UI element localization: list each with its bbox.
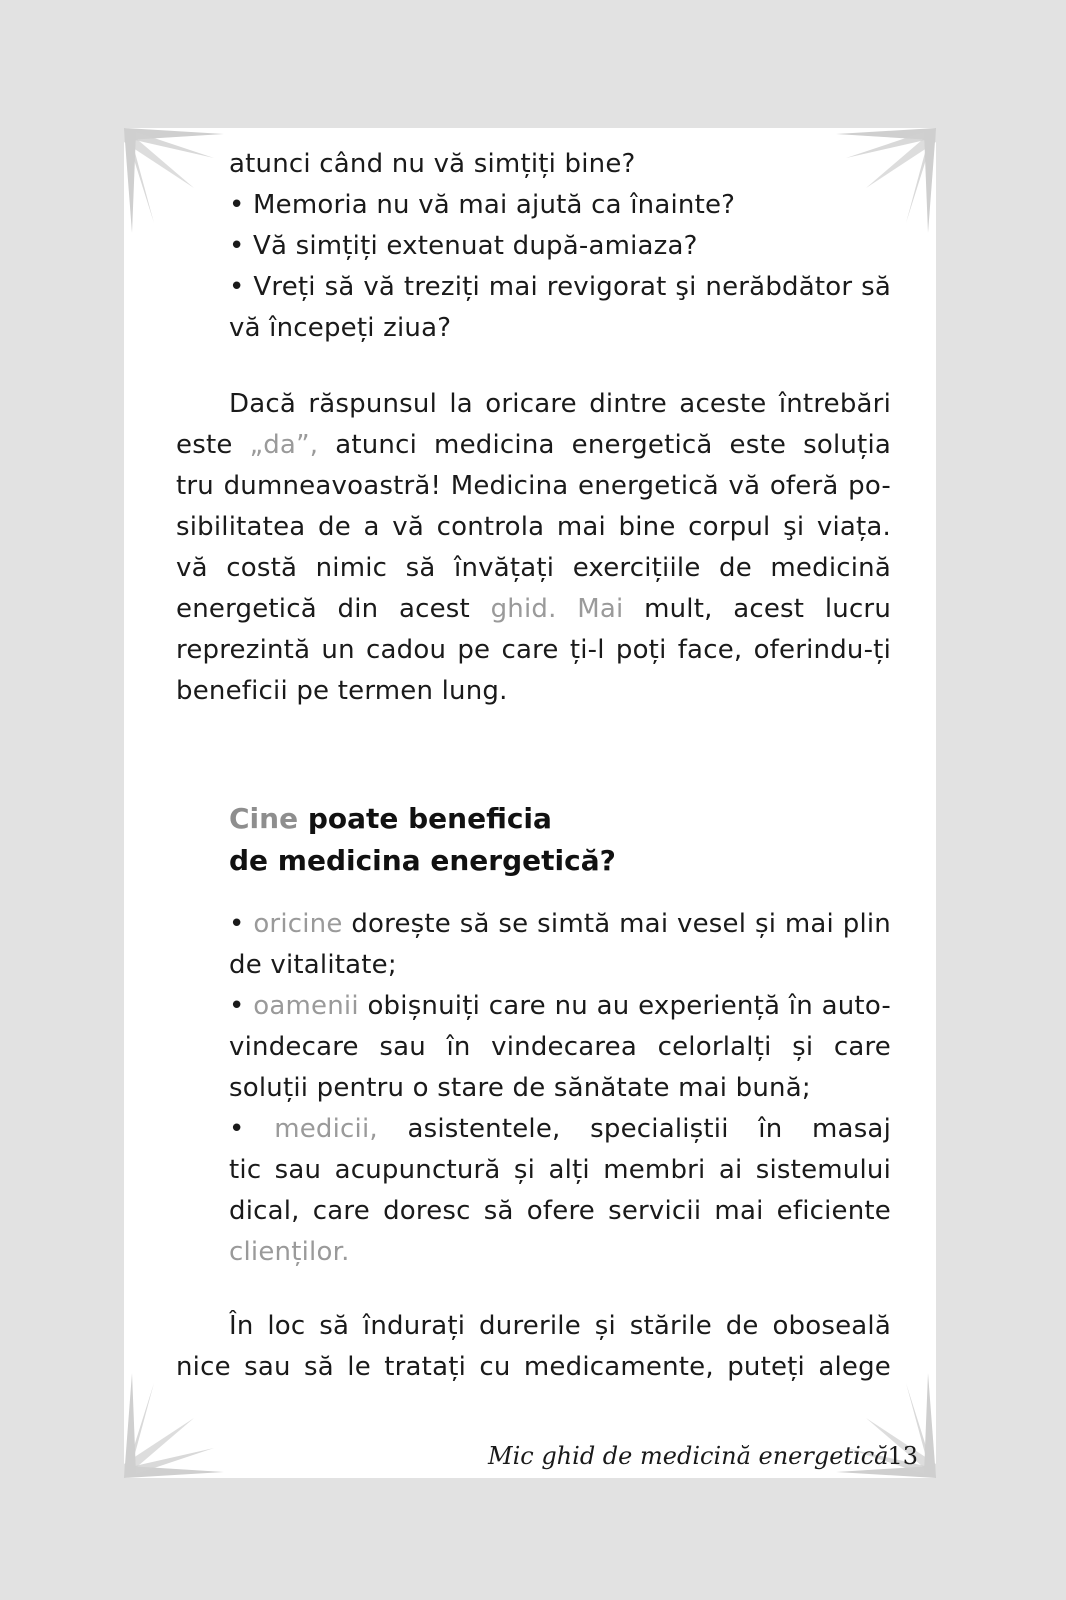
intro-block [176,144,891,349]
section-heading: Cine poate beneficia de medicina energetică? [229,802,616,877]
list-item-continuation: dical, care doresc să ofere servicii mai eficiente [229,1196,891,1226]
paragraph-line: energetică din acest ghid. Mai mult, acest lucru [176,594,891,624]
list-item: • medicii, asistentele, specialiștii în masaj [229,1114,891,1144]
list-item-continuation: vindecare sau în vindecarea celorlalți și care [229,1032,891,1062]
heading-highlight: Cine [229,802,299,835]
paragraph-line: este „da”, atunci medicina energetică este soluția [176,430,891,460]
paragraph-line: reprezintă un cadou pe care ți-l poți face, oferindu-ți [176,635,891,665]
beneficiaries-list [176,904,891,1273]
paragraph-line: Dacă răspunsul la oricare dintre aceste întrebări [229,389,891,419]
book-title: Mic ghid de medicină energetică [488,1442,889,1470]
intro-line: • Memoria nu vă mai ajută ca înainte? [229,190,736,220]
paragraph-line: beneficii pe termen lung. [176,676,508,706]
paragraph-1 [176,384,891,712]
list-item-continuation: soluții pentru o stare de sănătate mai bună; [229,1073,811,1103]
intro-line: • Vreți să vă treziți mai revigorat şi nerăbdător să [229,272,891,302]
intro-line: vă începeți ziua? [229,313,452,343]
paragraph-line: vă costă nimic să învățați exercițiile de medicină [176,553,891,583]
list-item-continuation: clienților. [229,1237,350,1267]
paragraph-2 [176,1306,891,1388]
list-item-continuation: tic sau acupunctură și alți membri ai sistemului [229,1155,891,1185]
paragraph-line: nice sau să le tratați cu medicamente, puteți alege [176,1352,891,1382]
paragraph-line: sibilitatea de a vă controla mai bine corpul şi viața. [176,512,891,542]
list-item: • oricine dorește să se simtă mai vesel și mai plin [229,909,891,939]
page-footer [488,1442,918,1470]
list-item: • oamenii obișnuiți care nu au experiență în auto- [229,991,891,1021]
paragraph-line: tru dumneavoastră! Medicina energetică vă oferă po- [176,471,891,501]
intro-line: atunci când nu vă simțiți bine? [229,149,636,179]
intro-line: • Vă simțiți extenuat după-amiaza? [229,231,698,261]
list-item-continuation: de vitalitate; [229,950,397,980]
page-number: 13 [887,1442,918,1470]
paragraph-line: În loc să îndurați durerile și stările de oboseală [229,1311,891,1341]
